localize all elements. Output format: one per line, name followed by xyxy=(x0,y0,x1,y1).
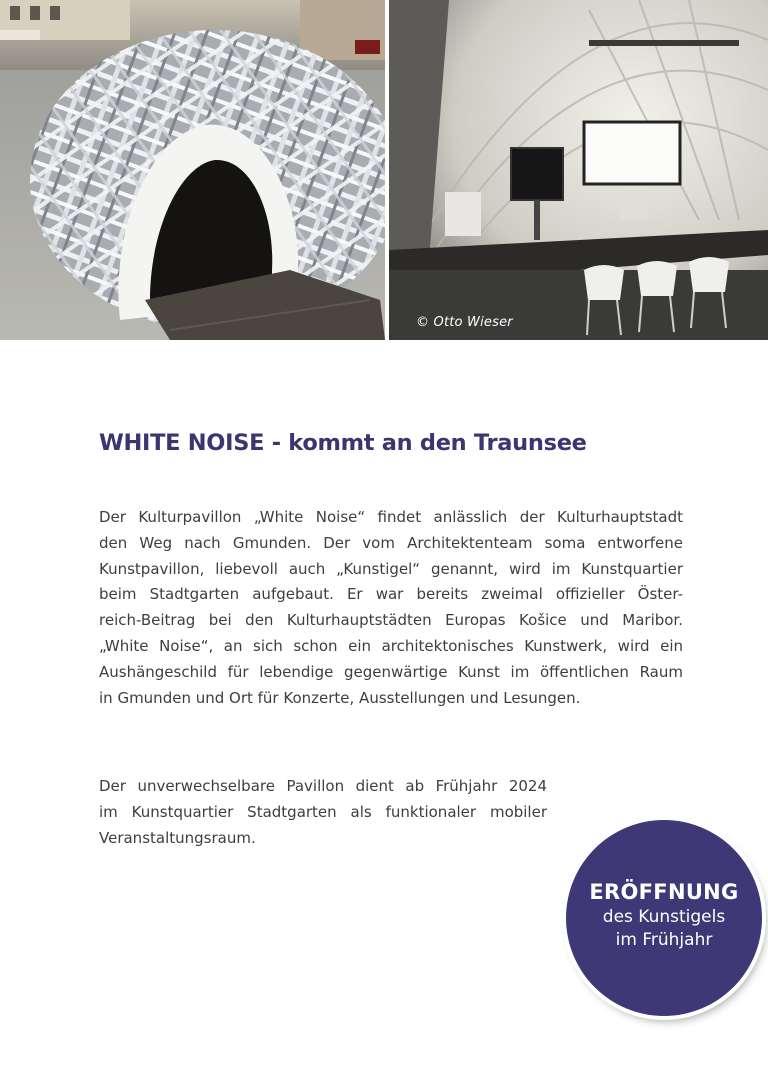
pavilion-interior-photo xyxy=(389,0,768,340)
article-paragraph-1 xyxy=(99,505,683,711)
paragraph-line: in Gmunden und Ort für Konzerte, Ausstellungen und Lesungen. xyxy=(99,688,581,707)
opening-badge xyxy=(566,820,762,1016)
paragraph-line: reich-Beitrag bei den Kulturhauptstädten Europas Košice und Maribor. xyxy=(99,611,683,630)
paragraph-line: beim Stadtgarten aufgebaut. Er war bereits zweimal offizieller Öster- xyxy=(99,585,683,604)
badge-title: ERÖFFNUNG xyxy=(589,880,739,904)
paragraph-line: den Weg nach Gmunden. Der vom Architektenteam soma entworfene xyxy=(99,533,683,552)
paragraph-line: Veranstaltungsraum. xyxy=(99,828,256,847)
paragraph-line: Der unverwechselbare Pavillon dient ab Frühjahr 2024 xyxy=(99,777,547,795)
article-paragraph-2 xyxy=(99,774,547,851)
paragraph-line: im Kunstquartier Stadtgarten als funktionaler mobiler xyxy=(99,802,547,821)
paragraph-line: Der Kulturpavillon „White Noise“ findet anlässlich der Kulturhauptstadt xyxy=(99,508,683,526)
article-heading: WHITE NOISE - kommt an den Traunsee xyxy=(99,430,587,456)
badge-line-2: im Frühjahr xyxy=(615,930,713,950)
badge-line-1: des Kunstigels xyxy=(602,907,726,927)
paragraph-line: Kunstpavillon, liebevoll auch „Kunstigel“ genannt, wird im Kunstquartier xyxy=(99,559,683,578)
paragraph-line: Aushängeschild für lebendige gegenwärtige Kunst im öffentlichen Raum xyxy=(99,662,683,681)
paragraph-line: „White Noise“, an sich schon ein architektonisches Kunstwerk, wird ein xyxy=(99,636,683,655)
pavilion-exterior-photo xyxy=(0,0,385,340)
photo-credit: © Otto Wieser xyxy=(416,315,513,330)
